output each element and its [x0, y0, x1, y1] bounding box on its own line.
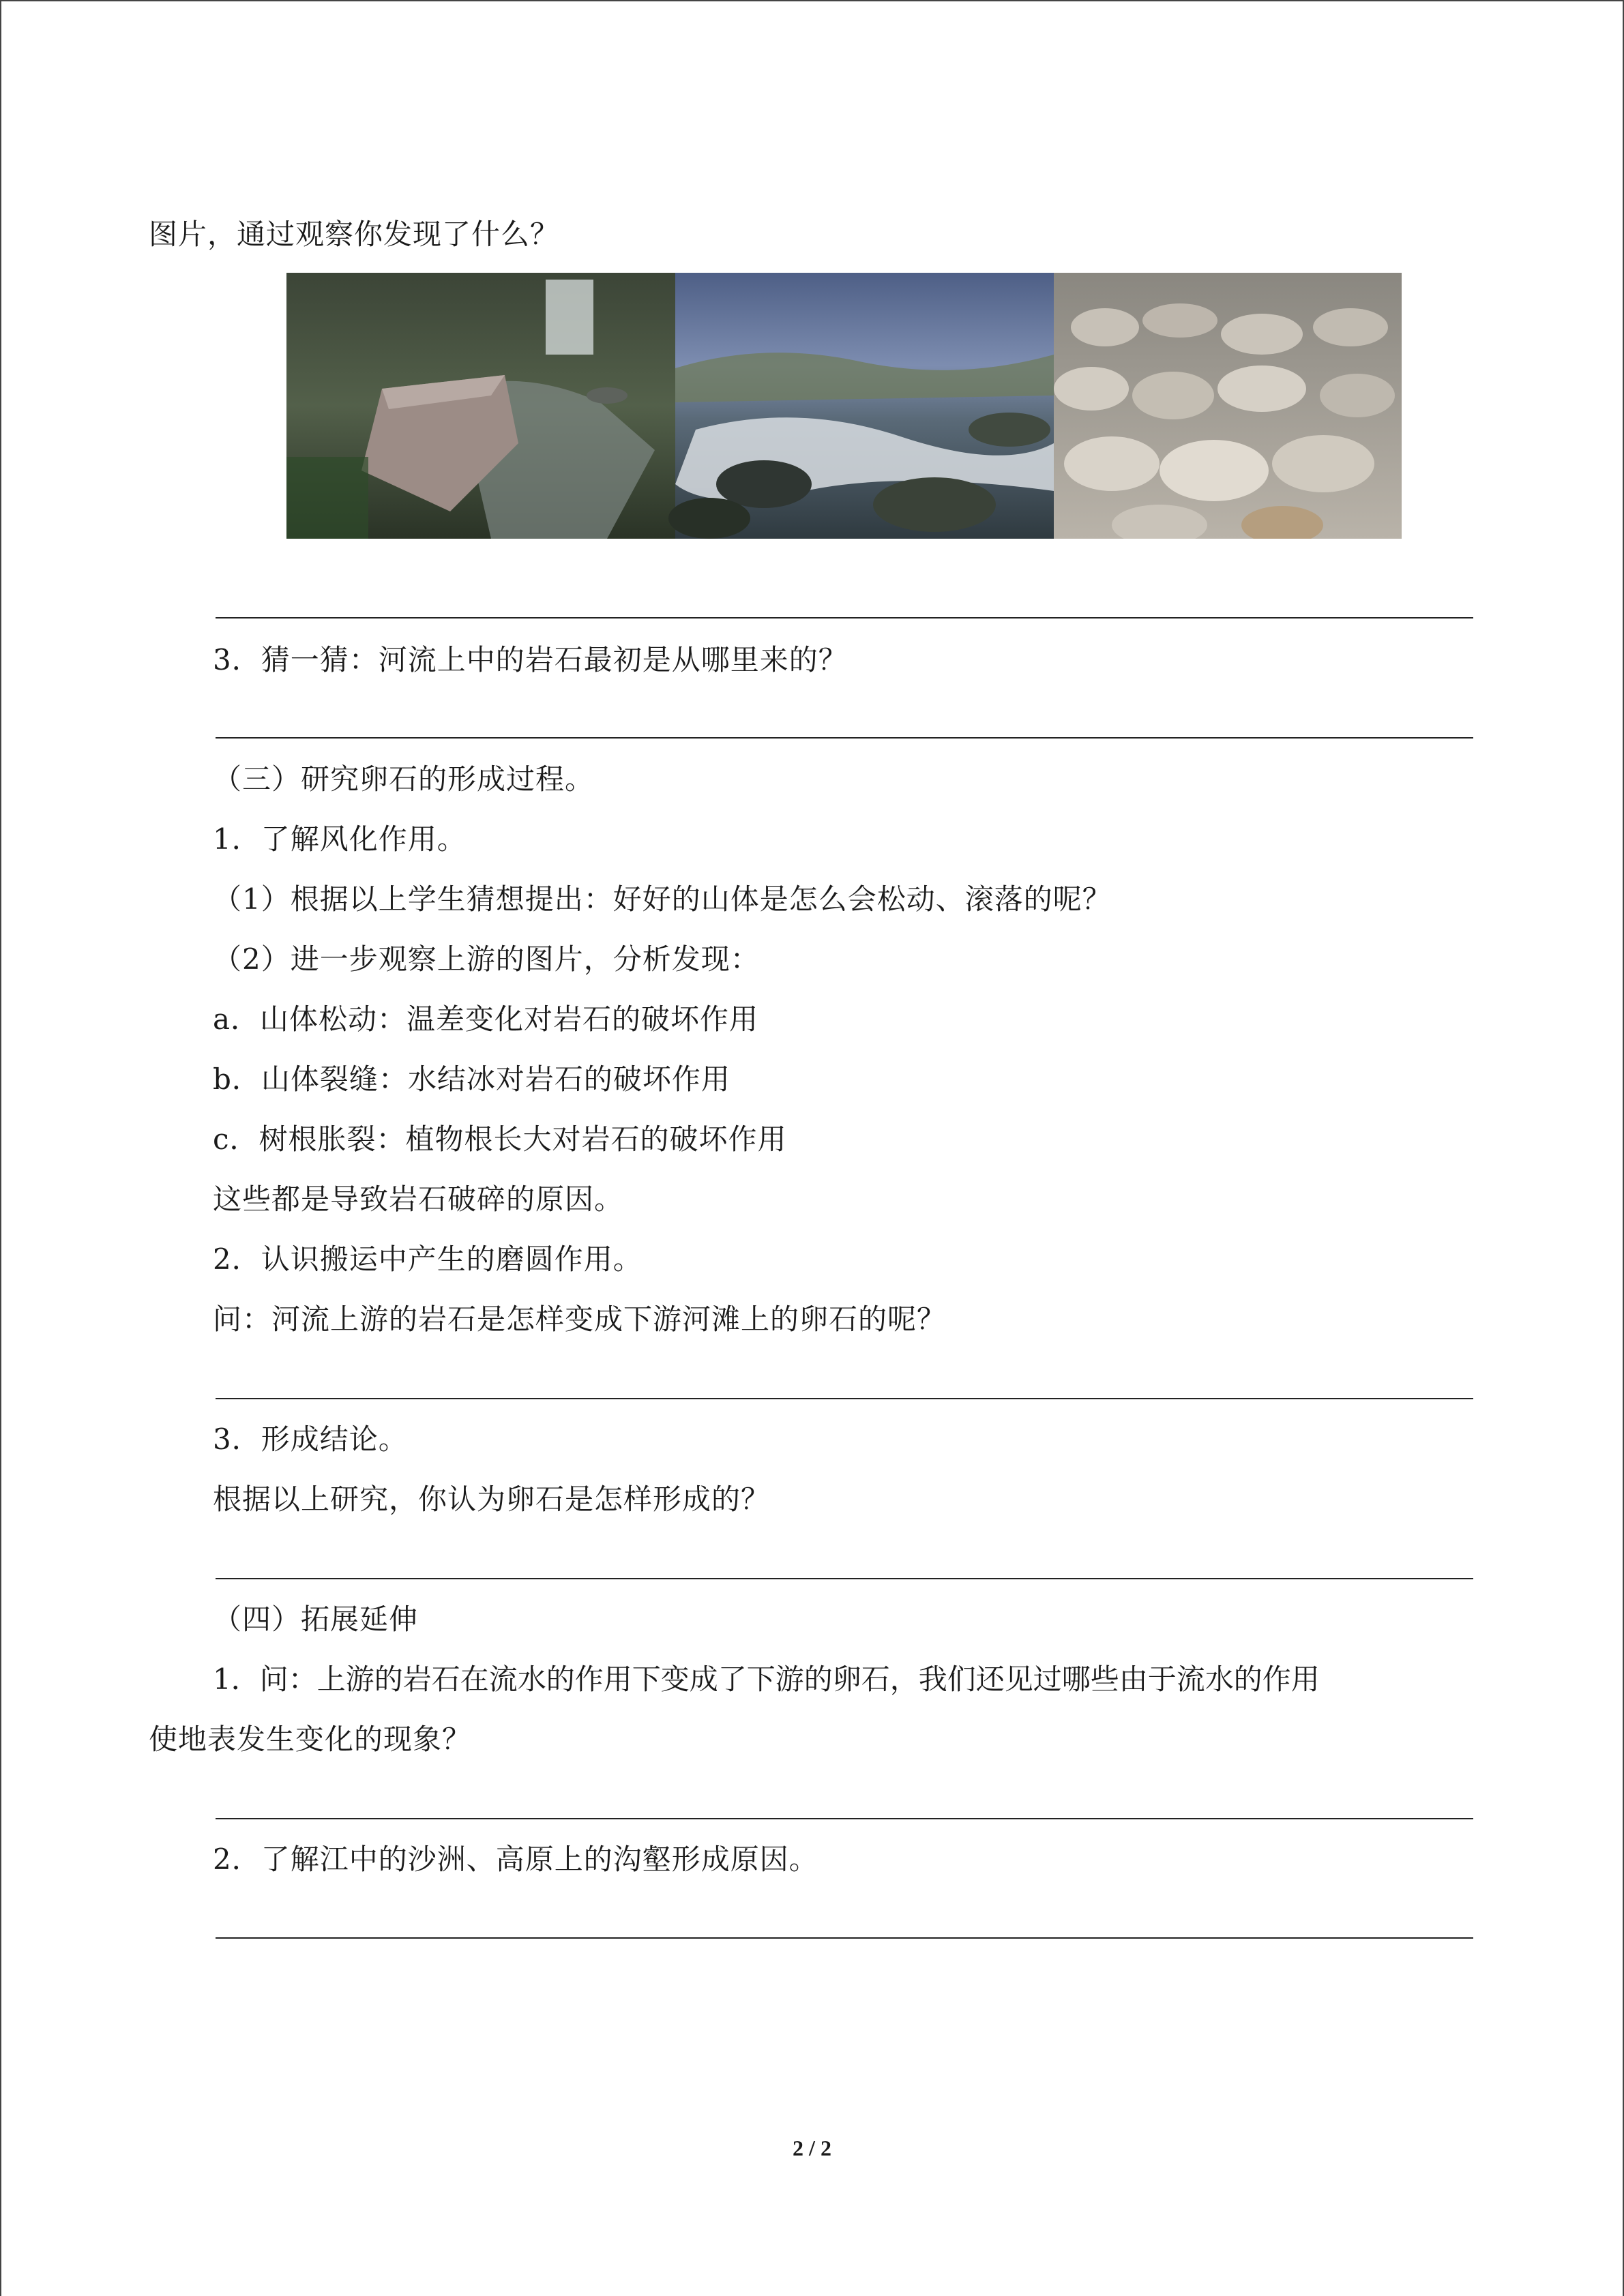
section-3-point-b: b．山体裂缝：水结冰对岩石的破坏作用: [213, 1062, 730, 1096]
section-4-title: （四）拓展延伸: [213, 1602, 419, 1636]
answer-line-3[interactable]: [216, 1398, 1473, 1399]
section-3-conclusion: 根据以上研究，你认为卵石是怎样形成的？: [213, 1482, 771, 1516]
answer-line-4[interactable]: [216, 1578, 1473, 1579]
section-3-summary: 这些都是导致岩石破碎的原因。: [213, 1182, 624, 1216]
answer-line-5[interactable]: [216, 1818, 1473, 1819]
section-4-item-2: 2．了解江中的沙洲、高原上的沟壑形成原因。: [213, 1843, 818, 1876]
section-3-title: （三）研究卵石的形成过程。: [213, 762, 595, 796]
section-4-item-1-line-1: 1．问：上游的岩石在流水的作用下变成了下游的卵石，我们还见过哪些由于流水的作用: [213, 1663, 1320, 1696]
downstream-pebble-photo: [1054, 273, 1402, 539]
section-4-item-1-line-2: 使地表发生变化的现象？: [149, 1723, 472, 1756]
section-3-item-2: 2．认识搬运中产生的磨圆作用。: [213, 1242, 643, 1276]
page-number: 2 / 2: [793, 2136, 831, 2160]
upstream-rock-photo: [286, 273, 675, 539]
answer-line-6[interactable]: [216, 1937, 1473, 1939]
section-3-question: 问：河流上游的岩石是怎样变成下游河滩上的卵石的呢？: [213, 1302, 947, 1336]
river-photo-strip: [286, 273, 1402, 539]
section-3-sub-2: （2）进一步观察上游的图片，分析发现：: [213, 942, 760, 976]
midstream-rapids-photo: [668, 273, 1054, 539]
section-3-point-c: c．树根胀裂：植物根长大对岩石的破坏作用: [213, 1122, 787, 1156]
section-3-point-a: a．山体松动：温差变化对岩石的破坏作用: [213, 1002, 759, 1036]
section-3-item-3: 3．形成结论。: [213, 1422, 408, 1456]
section-3-item-1: 1．了解风化作用。: [213, 822, 467, 856]
intro-text: 图片，通过观察你发现了什么？: [149, 218, 560, 251]
answer-line-2[interactable]: [216, 737, 1473, 739]
answer-line-1[interactable]: [216, 617, 1473, 618]
section-3-sub-1: （1）根据以上学生猜想提出：好好的山体是怎么会松动、滚落的呢？: [213, 882, 1112, 916]
question-3: 3．猜一猜：河流上中的岩石最初是从哪里来的？: [213, 643, 848, 676]
